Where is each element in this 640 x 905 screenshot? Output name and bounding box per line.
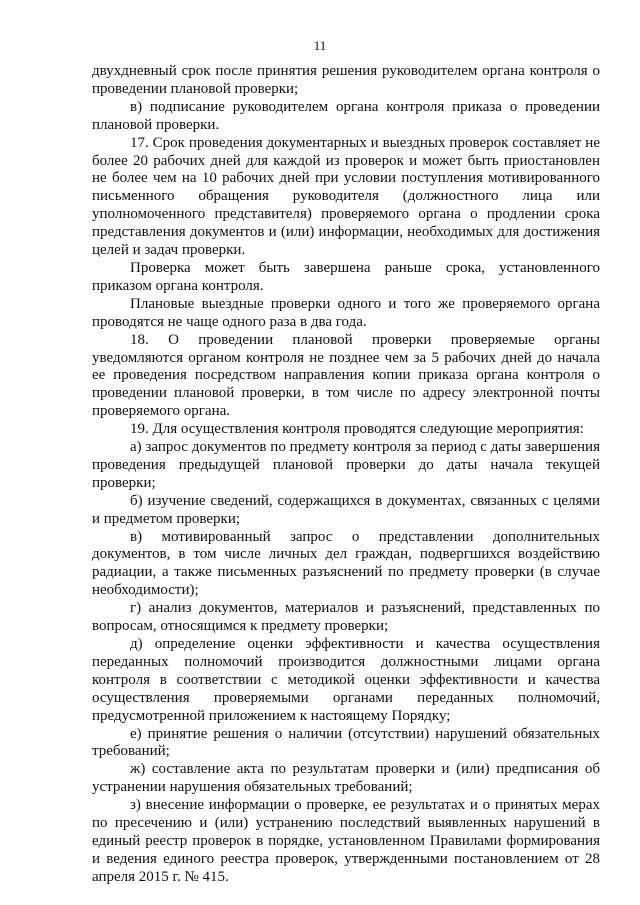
paragraph-17-early-finish: Проверка может быть завершена раньше срока, установленного приказом органа контроля.	[92, 259, 600, 294]
paragraph-continuation: двухдневный срок после принятия решения руководителем органа контроля о проведении плановой проверки;	[92, 63, 600, 97]
list-item-e: е) принятие решения о наличии (отсутствии) нарушений обязательных требований;	[92, 725, 600, 760]
paragraph-17-frequency: Плановые выездные проверки одного и того же проверяемого органа проводятся не чаще одного раза в два года.	[92, 295, 600, 330]
document-body	[92, 63, 600, 887]
paragraph-18: 18. О проведении плановой проверки проверяемые органы уведомляются органом контроля не позднее чем за 5 рабочих дней до начала ее проведения посредством направления копии приказа органа контроля о проведении плановой проверки, в том числе по адресу электронной почты проверяемого органа.	[92, 331, 600, 420]
list-item-v: в) мотивированный запрос о представлении дополнительных документов, в том числе личных дел граждан, подвергшихся воздействию радиации, а также письменных разъяснений по предмету проверки (в случае необходимости);	[92, 528, 600, 599]
list-item-g: г) анализ документов, материалов и разъяснений, представленных по вопросам, относящимся к предмету проверки;	[92, 600, 600, 635]
list-item-b: б) изучение сведений, содержащихся в документах, связанных с целями и предметом проверки;	[92, 492, 600, 527]
list-item-zh: ж) составление акта по результатам проверки и (или) предписания об устранении нарушения обязательных требований;	[92, 761, 600, 796]
list-item-z: з) внесение информации о проверке, ее результатах и о принятых мерах по пресечению и (или) устранению последствий выявленных нарушений в единый реестр проверок в порядке, установленном Правилами формирования и ведения единого реестра проверок, утвержденными постановлением от 28 апреля 2015 г. № 415.	[92, 797, 600, 885]
paragraph-16v: в) подписание руководителем органа контроля приказа о проведении плановой проверки.	[92, 98, 600, 133]
list-item-a: а) запрос документов по предмету контроля за период с даты завершения проведения предыдущей плановой проверки до даты начала текущей проверки;	[92, 439, 600, 491]
list-item-d: д) определение оценки эффективности и качества осуществления переданных полномочий производится должностными лицами органа контроля в соответствии с методикой оценки эффективности и качества осуществления проверяемыми органами переданных полномочий, предусмотренной приложением к настоящему Порядку;	[92, 636, 600, 724]
paragraph-19: 19. Для осуществления контроля проводятся следующие мероприятия:	[130, 421, 584, 438]
page-number: 11	[313, 38, 327, 53]
paragraph-17: 17. Срок проведения документарных и выездных проверок составляет не более 20 рабочих дней для каждой из проверок и может быть приостановлен не более чем на 10 рабочих дней при условии поступления мотивированного письменного обращения руководителя (должностного лица или уполномоченного представителя) проверяемого органа о продлении срока представления документов и (или) информации, необходимых для достижения целей и задач проверки.	[92, 134, 600, 259]
